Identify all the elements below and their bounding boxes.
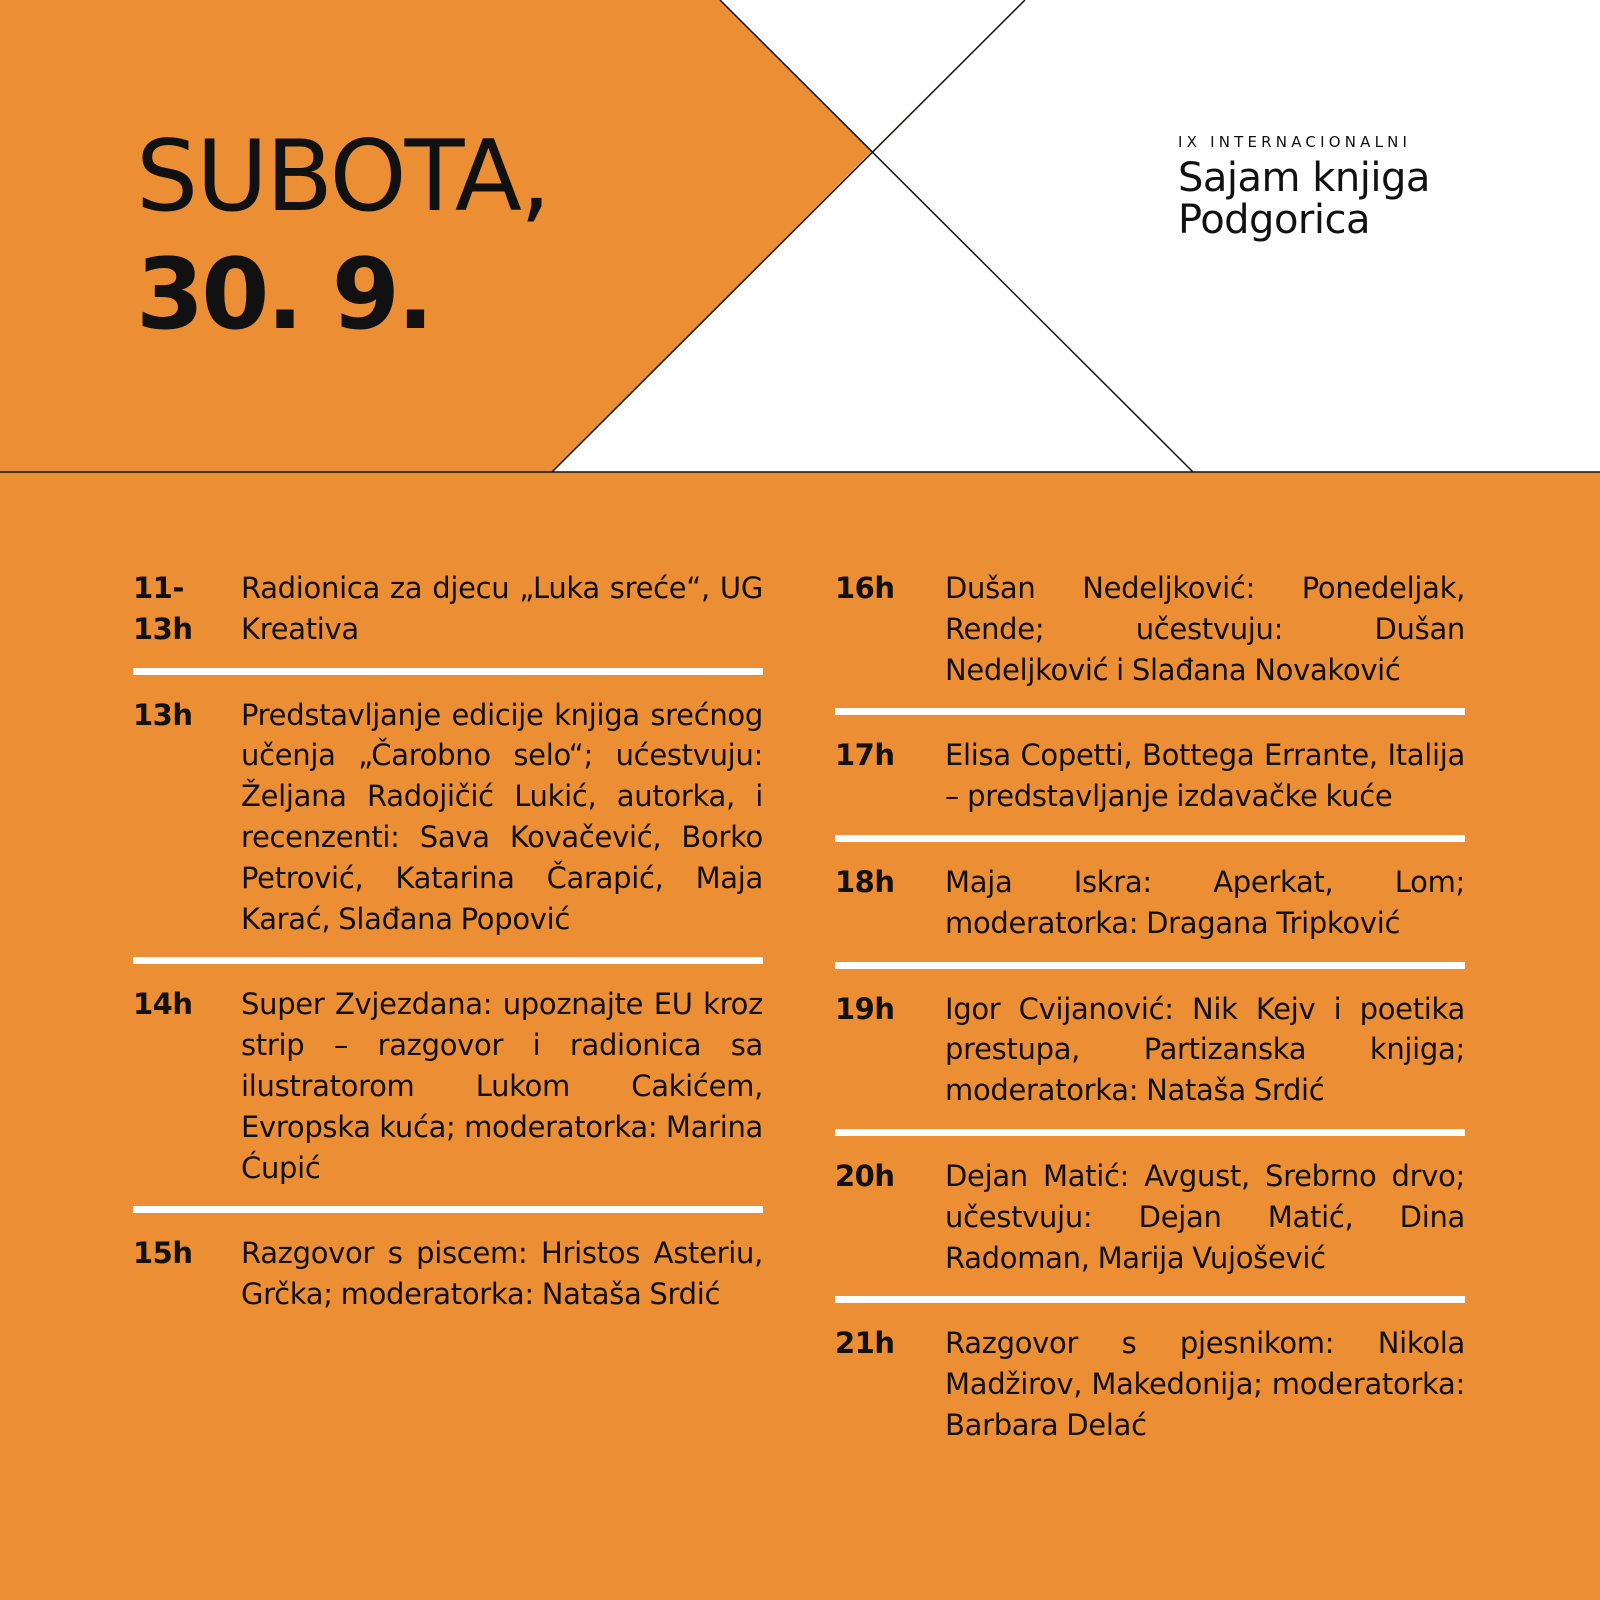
event-time: 13h	[133, 697, 193, 732]
event-time: 16h	[835, 571, 895, 605]
event-description: Elisa Copetti, Bottega Errante, Italija – predstavljanje izdavačke kuće	[945, 738, 1465, 814]
event-item	[133, 695, 763, 965]
event-description: Super Zvjezdana: upoznajte EU kroz strip – razgovor i radionica sa ilustratorom Lukom Cakićem, Evropska kuća; moderatorka: Marina Ćupić	[241, 987, 763, 1185]
fair-name-line1: Sajam knjiga	[1178, 155, 1430, 201]
event-time: 21h	[835, 1326, 895, 1361]
event-item	[835, 862, 1465, 969]
event-time: 20h	[835, 1158, 895, 1193]
event-item	[133, 984, 763, 1213]
event-description: Razgovor s piscem: Hristos Asteriu, Grčka; moderatorka: Nataša Srdić	[241, 1236, 763, 1312]
schedule-right-column	[835, 568, 1465, 1446]
event-time: 14h	[133, 987, 193, 1022]
event-item	[835, 735, 1465, 842]
event-item	[133, 1233, 763, 1315]
event-item	[133, 568, 763, 675]
day-title: SUBOTA,	[136, 120, 550, 234]
event-time: 17h	[835, 738, 895, 773]
event-time: 18h	[835, 864, 895, 899]
event-item	[835, 1323, 1465, 1445]
fair-name-line2: Podgorica	[1178, 197, 1370, 243]
event-item	[835, 1156, 1465, 1303]
event-time: 11-13h	[133, 571, 193, 646]
event-description: Predstavljanje edicije knjiga srećnog učenja „Čarobno selo“; ućestvuju: Željana Radojičić Lukić, autorka, i recenzenti: Sava Kovačević, Borko Petrović, Katarina Čarapić, Maja Karać, Slađana Popović	[241, 697, 763, 936]
event-description: Radionica za djecu „Luka sreće“, UG Kreativa	[241, 571, 763, 646]
event-description: Dejan Matić: Avgust, Srebrno drvo; učestvuju: Dejan Matić, Dina Radoman, Marija Vujošević	[945, 1158, 1465, 1275]
event-description: Maja Iskra: Aperkat, Lom; moderatorka: Dragana Tripković	[945, 864, 1465, 940]
schedule-left-column	[133, 568, 763, 1315]
event-item	[835, 989, 1465, 1136]
fair-kicker: IX INTERNACIONALNI	[1178, 133, 1412, 151]
event-item	[835, 568, 1465, 715]
event-description: Igor Cvijanović: Nik Kejv i poetika prestupa, Partizanska knjiga; moderatorka: Nataša Srdić	[945, 991, 1465, 1108]
event-time: 15h	[133, 1236, 193, 1271]
day-date: 30. 9.	[136, 238, 432, 352]
event-time: 19h	[835, 991, 895, 1026]
fair-logo	[1178, 133, 1468, 241]
event-description: Razgovor s pjesnikom: Nikola Madžirov, Makedonija; moderatorka: Barbara Delać	[945, 1326, 1465, 1442]
event-description: Dušan Nedeljković: Ponedeljak, Rende; učestvuju: Dušan Nedeljković i Slađana Novaković	[945, 571, 1465, 687]
